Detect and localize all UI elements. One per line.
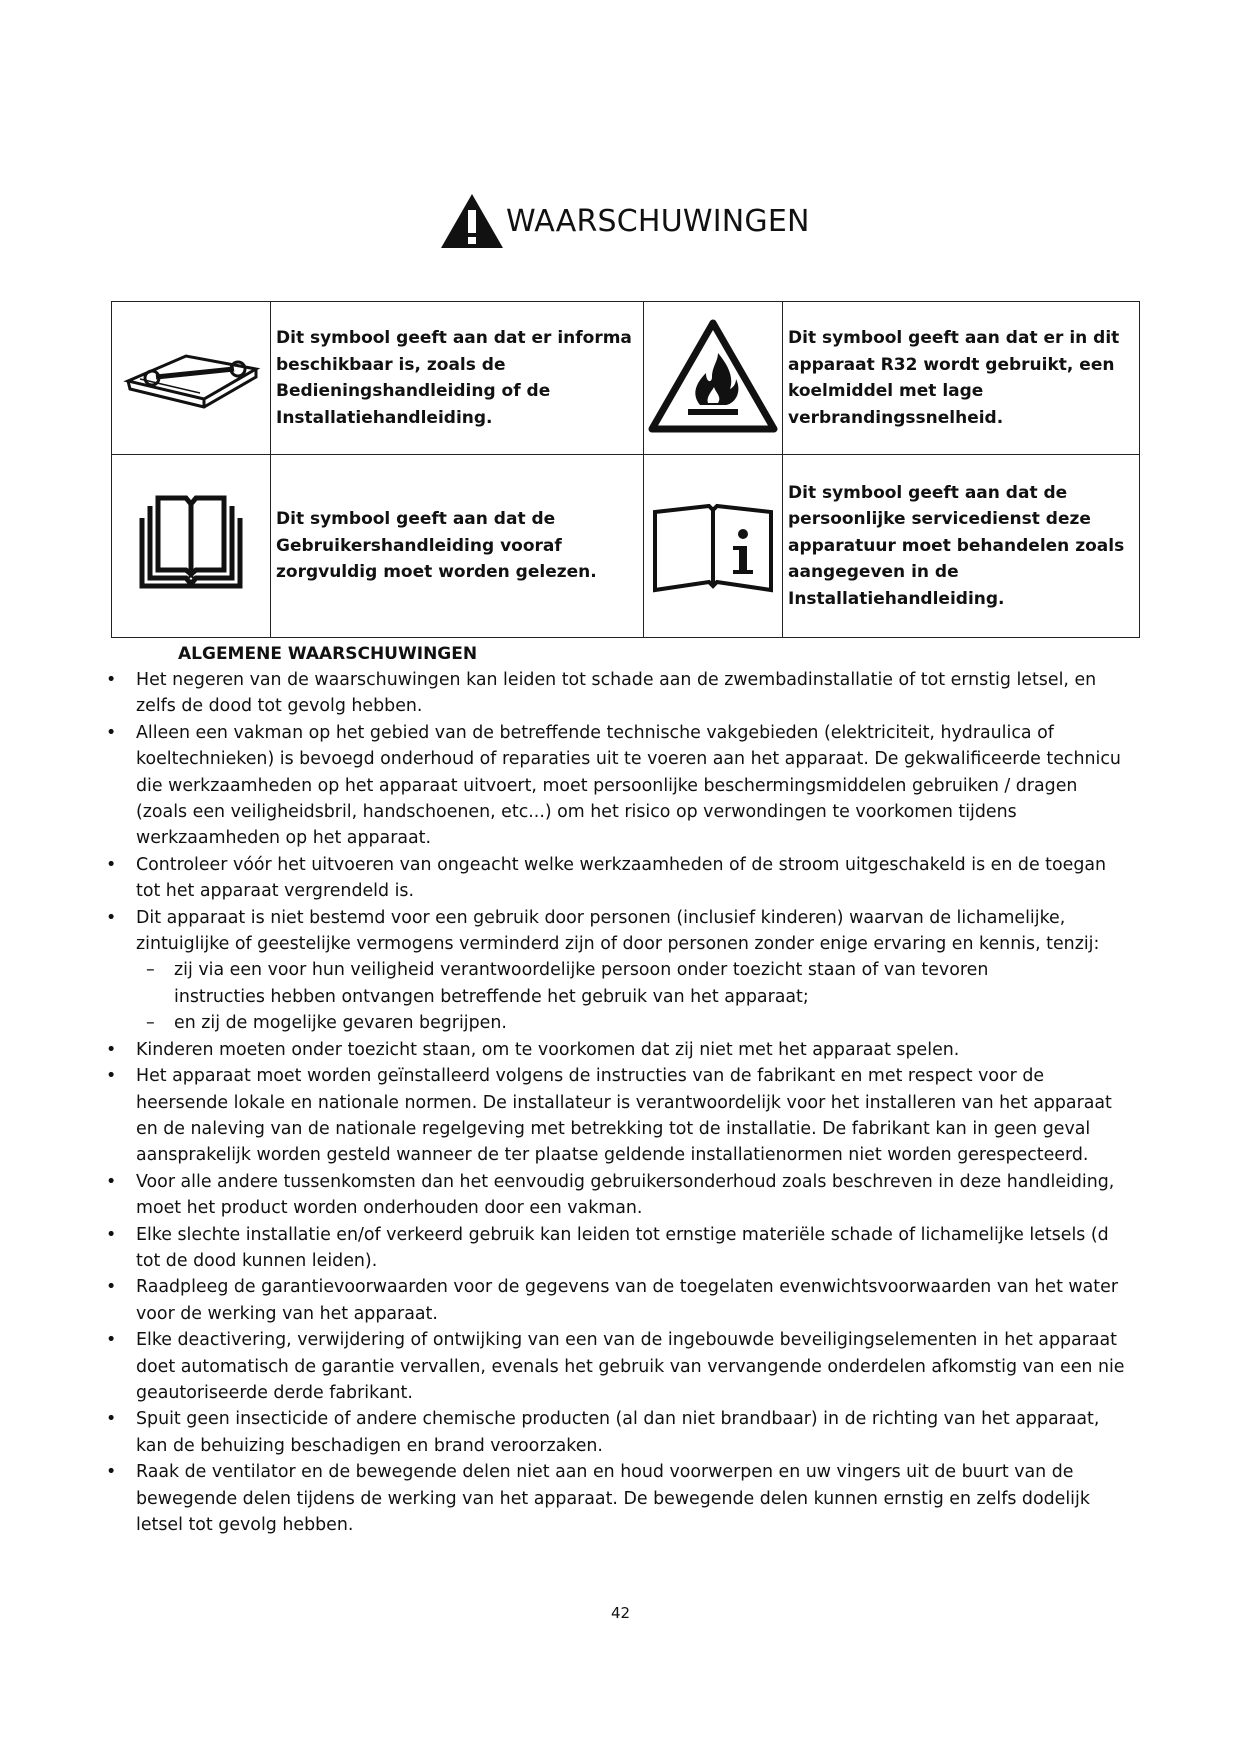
text-line: Dit symbool geeft aan dat er in dit (788, 328, 1120, 348)
text-line: voor de werking van het apparaat. (136, 1303, 438, 1324)
symbol-cell (112, 302, 271, 455)
text-line: Het apparaat moet worden geïnstalleerd volgens de instructies van de fabrikant en met respect voor de (136, 1066, 1045, 1087)
symbol-description (783, 302, 1140, 455)
text-line: Gebruikershandleiding vooraf (276, 535, 562, 556)
section-heading: ALGEMENE WAARSCHUWINGEN (178, 644, 478, 664)
bullet-icon: • (106, 1224, 117, 1245)
symbol-cell (644, 455, 783, 638)
symbol-description (783, 455, 1140, 638)
text-line: heersende lokale en nationale normen. De installateur is verantwoordelijk voor het installeren van het apparaat (136, 1092, 1112, 1113)
dash-icon: – (146, 960, 155, 981)
list-item (106, 905, 1210, 958)
list-item (106, 1222, 1210, 1275)
text-line: Raadpleeg de garantievoorwaarden voor de gegevens van de toegelaten evenwichtsvoorwaarden van het water (136, 1277, 1118, 1298)
bullet-icon: • (106, 670, 117, 690)
open-book-icon (136, 494, 246, 594)
text-line: aansprakelijk worden gesteld wanneer de ter plaatse geldende installatienormen niet worden gerespecteerd. (136, 1145, 1089, 1166)
dash-icon: – (146, 1013, 155, 1034)
text-line: zorgvuldig moet worden gelezen. (276, 562, 597, 583)
text-line: doet automatisch de garantie vervallen, evenals het gebruik van vervangende onderdelen afkomstig van een nie (136, 1356, 1125, 1377)
text-line: Dit symbool geeft aan dat er informa (276, 328, 632, 348)
list-item (106, 667, 1210, 720)
text-line: letsel tot gevolg hebben. (136, 1515, 354, 1535)
info-book-icon (651, 494, 775, 594)
bullet-icon: • (106, 1039, 117, 1060)
list-item (106, 1327, 1210, 1406)
text-line: Controleer vóór het uitvoeren van ongeacht welke werkzaamheden of de stroom uitgeschakeld is en de toegan (136, 854, 1107, 875)
text-line: koelmiddel met lage (788, 381, 984, 401)
text-line: persoonlijke servicedienst deze (788, 509, 1091, 530)
bullet-icon: • (106, 722, 117, 743)
list-item (106, 720, 1210, 852)
bullet-icon: • (106, 1462, 117, 1483)
text-line: koeltechnieken) is bevoegd onderhoud of reparaties uit te voeren aan het apparaat. De gekwalificeerde technicu (136, 749, 1121, 770)
text-line: die werkzaamheden op het apparaat uitvoert, moet persoonlijke beschermingsmiddelen gebruiken / dragen (136, 775, 1078, 796)
list-item (106, 1406, 1210, 1459)
list-item (106, 1037, 1210, 1063)
text-line: Voor alle andere tussenkomsten dan het eenvoudig gebruikersonderhoud zoals beschreven in deze handleiding, (136, 1171, 1115, 1192)
text-line: apparaat R32 wordt gebruikt, een (788, 354, 1115, 375)
text-line: Dit symbool geeft aan dat de (276, 509, 556, 530)
text-line: aangegeven in de (788, 562, 959, 583)
symbol-description (271, 302, 644, 455)
text-line: Dit apparaat is niet bestemd voor een gebruik door personen (inclusief kinderen) waarvan de lichamelijke, (136, 907, 1066, 928)
text-line: Alleen een vakman op het gebied van de betreffende technische vakgebieden (elektriciteit, hydraulica of (136, 722, 1054, 743)
text-line: Elke slechte installatie en/of verkeerd gebruik kan leiden tot ernstige materiële schade of lichamelijke letsels (d (136, 1224, 1109, 1245)
symbol-description (271, 455, 644, 638)
list-item (106, 1063, 1210, 1169)
page-number: 42 (611, 1604, 631, 1622)
text-line: apparatuur moet behandelen zoals (788, 535, 1125, 556)
text-line: Raak de ventilator en de bewegende delen niet aan en houd voorwerpen en uw vingers uit de buurt van de (136, 1462, 1074, 1483)
text-line: (zoals een veiligheidsbril, handschoenen, etc...) om het risico op verwondingen te voorkomen tijdens (136, 802, 1017, 823)
text-line: geautoriseerde derde fabrikant. (136, 1382, 413, 1403)
flammable-warning-icon (648, 317, 778, 435)
text-line: moet het product worden onderhouden door een vakman. (136, 1198, 643, 1219)
sub-list-item (106, 1010, 1210, 1036)
text-line: Elke deactivering, verwijdering of ontwijking van een van de ingebouwde beveiligingselementen in het apparaat (136, 1330, 1117, 1351)
list-item (106, 1274, 1210, 1327)
list-item (106, 1169, 1210, 1222)
text-line: kan de behuizing beschadigen en brand veroorzaken. (136, 1435, 603, 1456)
text-line: tot het apparaat vergrendeld is. (136, 881, 414, 902)
list-item (106, 1459, 1210, 1538)
text-line: Het negeren van de waarschuwingen kan leiden tot schade aan de zwembadinstallatie of tot ernstig letsel, en (136, 670, 1097, 690)
symbol-table (111, 301, 1140, 638)
text-line: verbrandingssnelheid. (788, 407, 1004, 428)
page-header (440, 190, 810, 252)
text-line: zij via een voor hun veiligheid verantwoordelijke persoon onder toezicht staan of van tevoren (174, 960, 989, 981)
bullet-icon: • (106, 907, 117, 928)
sub-list-item (106, 957, 1210, 1010)
text-line: bewegende delen tijdens de werking van het apparaat. De bewegende delen kunnen ernstig en zelfs dodelijk (136, 1488, 1090, 1509)
text-line: Installatiehandleiding. (788, 588, 1005, 609)
text-line: Kinderen moeten onder toezicht staan, om te voorkomen dat zij niet met het apparaat spelen. (136, 1039, 960, 1060)
bullet-icon: • (106, 1330, 117, 1351)
text-line: instructies hebben ontvangen betreffende het gebruik van het apparaat; (174, 986, 809, 1007)
bullet-icon: • (106, 854, 117, 875)
list-item (106, 852, 1210, 905)
text-line: werkzaamheden op het apparaat. (136, 828, 432, 849)
text-line: Installatiehandleiding. (276, 407, 493, 428)
text-line: zelfs de dood tot gevolg hebben. (136, 696, 423, 717)
text-line: en zij de mogelijke gevaren begrijpen. (174, 1013, 507, 1034)
bullet-icon: • (106, 1171, 117, 1192)
text-line: beschikbaar is, zoals de (276, 354, 506, 375)
text-line: Dit symbool geeft aan dat de (788, 482, 1068, 503)
symbol-cell (112, 455, 271, 638)
text-line: en de naleving van de nationale regelgeving met betrekking tot de installatie. De fabrikant kan in geen geval (136, 1118, 1091, 1139)
bullet-icon: • (106, 1277, 117, 1298)
book-wrench-icon (116, 341, 266, 411)
text-line: Bedieningshandleiding of de (276, 381, 551, 401)
warnings-list (106, 667, 1210, 1538)
page-title: WAARSCHUWINGEN (506, 203, 810, 239)
text-line: tot de dood kunnen leiden). (136, 1250, 378, 1271)
bullet-icon: • (106, 1409, 117, 1430)
text-line: Spuit geen insecticide of andere chemische producten (al dan niet brandbaar) in de richting van het apparaat, (136, 1409, 1100, 1430)
text-line: zintuiglijke of geestelijke vermogens verminderd zijn of door personen zonder enige ervaring en kennis, tenzij: (136, 934, 1100, 955)
symbol-cell (644, 302, 783, 455)
bullet-icon: • (106, 1066, 117, 1087)
warning-triangle-icon (440, 192, 504, 250)
